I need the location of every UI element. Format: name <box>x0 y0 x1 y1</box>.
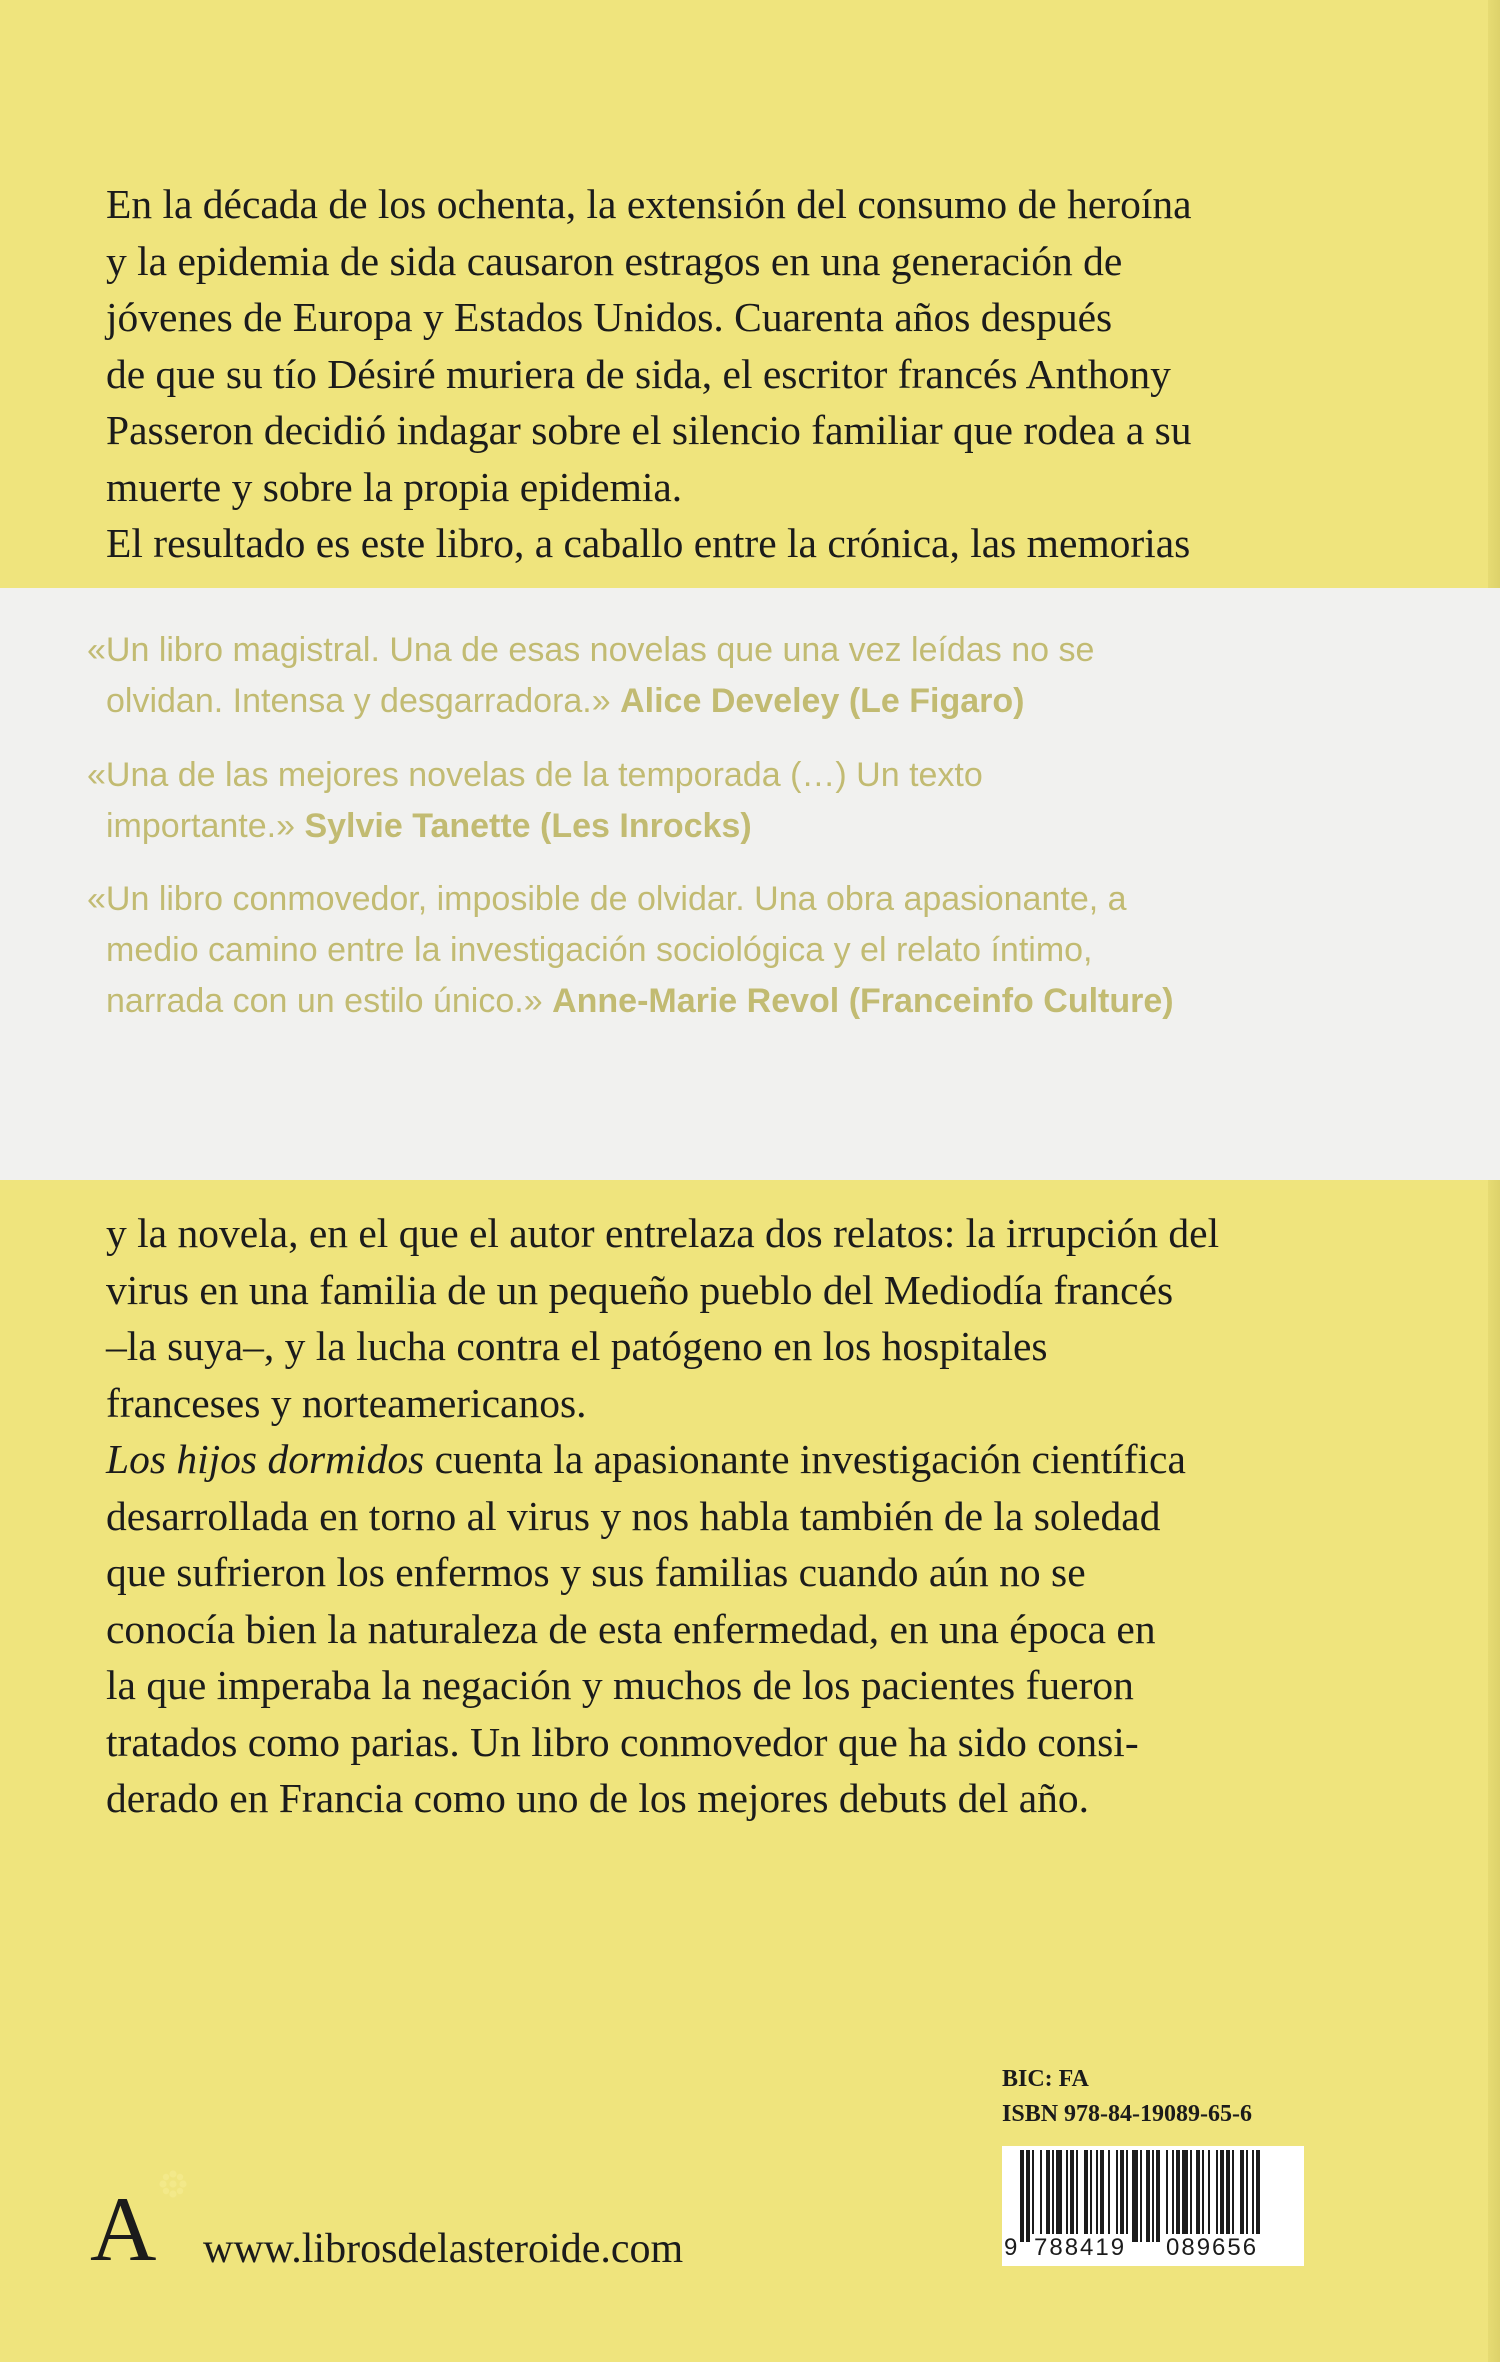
barcode-bar <box>1246 2150 1248 2242</box>
barcode-bar <box>1040 2150 1042 2242</box>
synopsis-line: virus en una familia de un pequeño pueblo del Mediodía francés <box>106 1266 1174 1313</box>
barcode <box>1002 2146 1304 2266</box>
logo-asterisk <box>159 2170 186 2197</box>
barcode-bar <box>1232 2150 1234 2242</box>
barcode-bar <box>1120 2150 1124 2242</box>
synopsis-text: cuenta la apasionante investigación científica <box>424 1436 1186 1482</box>
barcode-bar <box>1090 2150 1092 2242</box>
quote-line: «Un libro magistral. Una de esas novelas que una vez leídas no se <box>87 631 1095 669</box>
review-quote <box>87 750 1437 852</box>
review-quote <box>87 625 1437 727</box>
quote-attribution: Alice Develey (Le Figaro) <box>620 682 1025 720</box>
isbn: ISBN 978-84-19089-65-6 <box>1002 2101 1252 2127</box>
synopsis-line: Passeron decidió indagar sobre el silencio familiar que rodea a su <box>106 407 1192 453</box>
barcode-bar <box>1156 2150 1160 2242</box>
quote-line <box>87 676 1437 727</box>
synopsis-top <box>106 176 1346 572</box>
synopsis-line: la que imperaba la negación y muchos de los pacientes fueron <box>106 1662 1134 1708</box>
barcode-first-digit: 9 <box>1004 2234 1018 2261</box>
barcode-bar <box>1032 2150 1034 2242</box>
barcode-bar <box>1166 2150 1168 2242</box>
publisher-website[interactable]: www.librosdelasteroide.com <box>203 2226 684 2272</box>
synopsis-line: muerte y sobre la propia epidemia. <box>106 463 683 510</box>
spine-edge <box>1488 0 1500 2362</box>
barcode-bar <box>1070 2150 1074 2242</box>
review-quote <box>87 874 1437 1027</box>
barcode-bar <box>1226 2150 1230 2242</box>
quote-text: olvidan. Intensa y desgarradora.» <box>106 682 621 720</box>
quote-line: «Un libro conmovedor, imposible de olvidar. Una obra apasionante, a <box>87 880 1127 918</box>
barcode-bar <box>1126 2150 1128 2242</box>
synopsis-line: En la década de los ochenta, la extensión del consumo de heroína <box>106 181 1192 227</box>
barcode-bar <box>1116 2150 1118 2242</box>
logo-letter: A <box>90 2178 157 2268</box>
barcode-bar <box>1020 2150 1024 2242</box>
barcode-bar <box>1076 2150 1078 2242</box>
synopsis-line: que sufrieron los enfermos y sus familias cuando aún no se <box>106 1549 1086 1595</box>
barcode-bar <box>1056 2150 1062 2242</box>
synopsis-line: y la epidemia de sida causaron estragos en una generación de <box>106 237 1123 284</box>
barcode-left-group: 788419 <box>1034 2234 1127 2261</box>
publisher-logo <box>88 2158 188 2268</box>
quote-attribution: Anne-Marie Revol (Franceinfo Culture) <box>552 982 1174 1020</box>
synopsis-line: jóvenes de Europa y Estados Unidos. Cuarenta años después <box>106 294 1113 340</box>
synopsis-line: franceses y norteamericanos. <box>106 1379 587 1426</box>
synopsis-line: conocía bien la naturaleza de esta enfermedad, en una época en <box>106 1605 1156 1652</box>
barcode-bar <box>1208 2150 1210 2242</box>
asteroid-logo-icon <box>88 2158 188 2268</box>
quote-line <box>87 801 1437 852</box>
barcode-bar <box>1172 2150 1174 2242</box>
synopsis-line: desarrollada en torno al virus y nos habla también de la soledad <box>106 1492 1161 1539</box>
barcode-bar <box>1240 2150 1244 2242</box>
barcode-bar <box>1202 2150 1204 2242</box>
barcode-bar <box>1026 2150 1030 2242</box>
synopsis-line: tratados como parias. Un libro conmovedor que ha sido consi- <box>106 1718 1139 1765</box>
barcode-bar <box>1096 2150 1098 2242</box>
barcode-bar <box>1052 2150 1054 2242</box>
barcode-bar <box>1176 2150 1180 2242</box>
synopsis-line: y la novela, en el que el autor entrelaza dos relatos: la irrupción del <box>106 1210 1220 1256</box>
barcode-bar <box>1100 2150 1104 2242</box>
quote-line: «Una de las mejores novelas de la temporada (…) Un texto <box>87 756 983 794</box>
bic-code: BIC: FA <box>1002 2066 1089 2092</box>
quote-text: narrada con un estilo único.» <box>106 982 553 1020</box>
barcode-right-group: 089656 <box>1166 2234 1259 2261</box>
barcode-bar <box>1152 2150 1154 2242</box>
synopsis-line: de que su tío Désiré muriera de sida, el escritor francés Anthony <box>106 350 1171 397</box>
barcode-bar <box>1256 2150 1260 2242</box>
barcode-bar <box>1046 2150 1050 2242</box>
synopsis-line: derado en Francia como uno de los mejores debuts del año. <box>106 1775 1090 1821</box>
barcode-bars <box>1002 2146 1304 2246</box>
barcode-bar <box>1182 2150 1188 2242</box>
barcode-bar <box>1146 2150 1150 2242</box>
barcode-bar <box>1066 2150 1068 2242</box>
barcode-bar <box>1108 2150 1110 2242</box>
quote-text: importante.» <box>106 807 305 845</box>
barcode-bar <box>1216 2150 1218 2242</box>
barcode-bar <box>1132 2150 1138 2242</box>
quote-attribution: Sylvie Tanette (Les Inrocks) <box>304 807 752 845</box>
synopsis-bottom <box>106 1205 1346 1827</box>
barcode-bar <box>1140 2150 1142 2242</box>
barcode-bar <box>1252 2150 1254 2242</box>
synopsis-line: –la suya–, y la lucha contra el patógeno en los hospitales <box>106 1323 1048 1369</box>
barcode-bar <box>1196 2150 1200 2242</box>
book-title: Los hijos dormidos <box>106 1436 425 1482</box>
quote-line: medio camino entre la investigación sociológica y el relato íntimo, <box>106 931 1093 969</box>
quote-line <box>87 976 1437 1027</box>
barcode-bar <box>1084 2150 1088 2242</box>
barcode-digits <box>1002 2234 1304 2264</box>
barcode-bar <box>1190 2150 1192 2242</box>
synopsis-line: El resultado es este libro, a caballo entre la crónica, las memorias <box>106 520 1191 566</box>
synopsis-line <box>106 1431 1346 1488</box>
barcode-bar <box>1220 2150 1224 2242</box>
